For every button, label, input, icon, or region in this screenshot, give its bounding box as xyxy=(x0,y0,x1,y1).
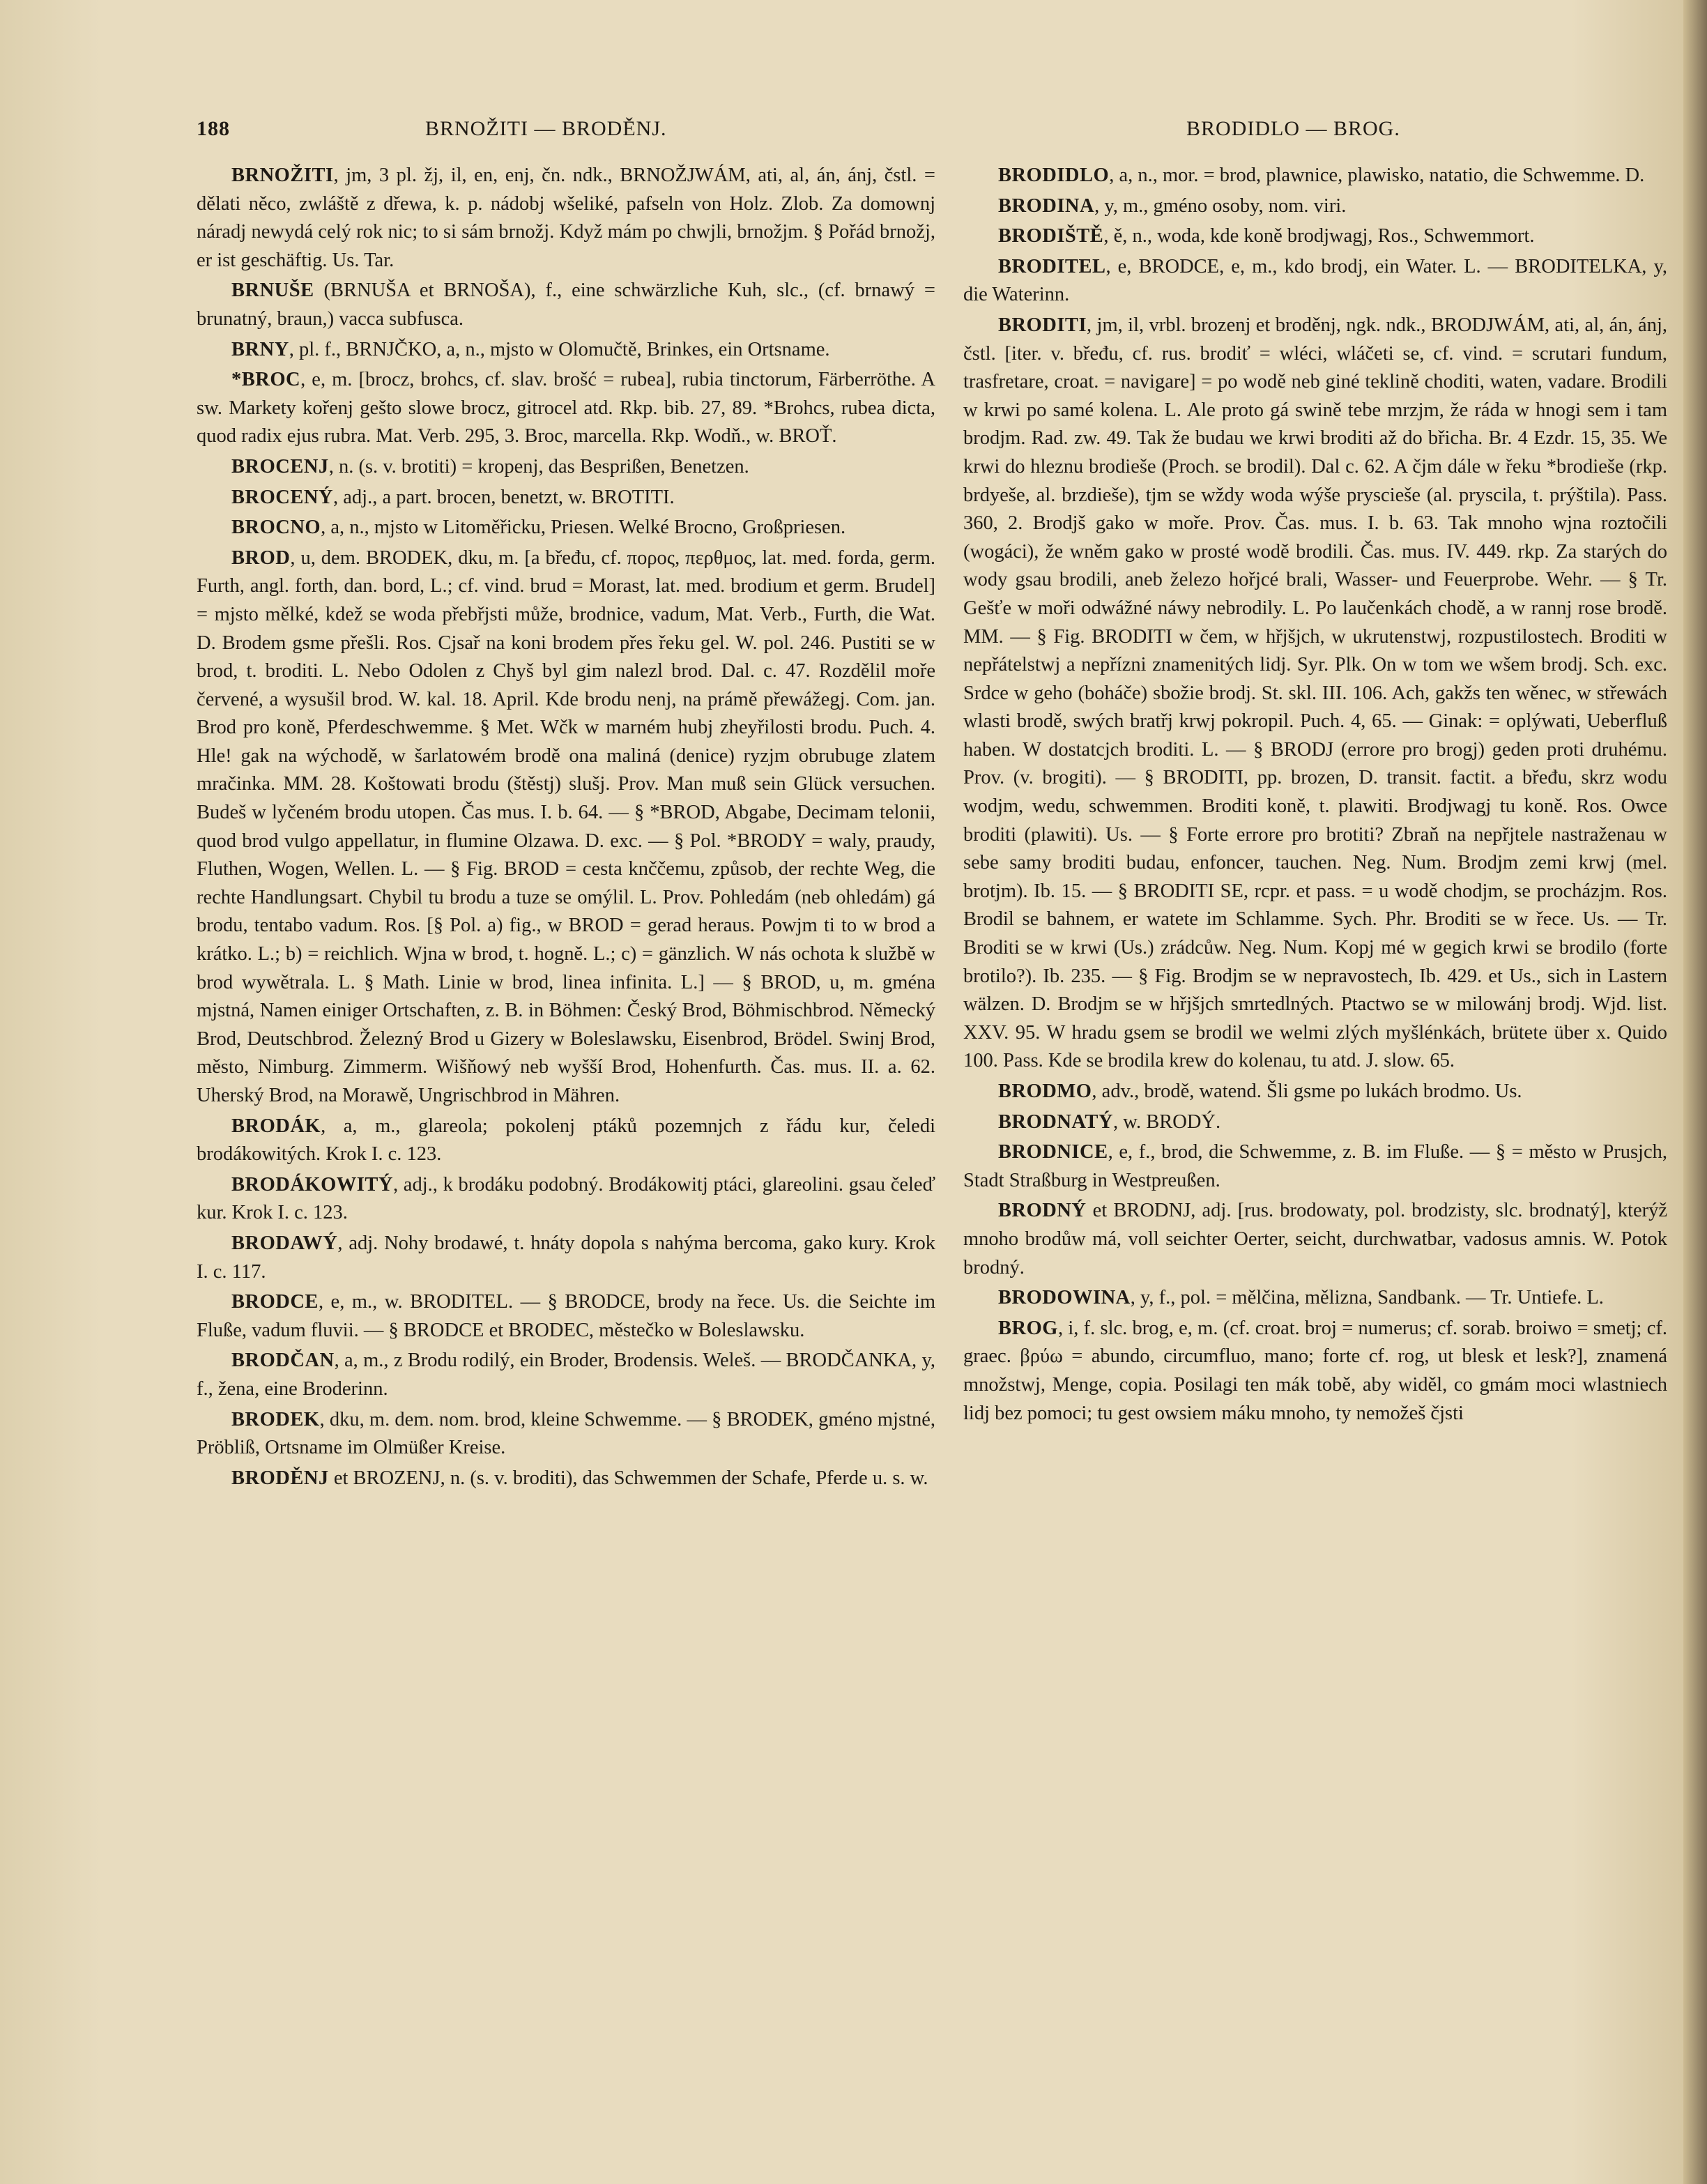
entry-definition: , n. (s. v. brotiti) = kropenj, das Besprißen, Benetzen. xyxy=(328,455,749,478)
page-number: 188 xyxy=(197,117,230,140)
entry-definition: , e, f., brod, die Schwemme, z. B. im Fluße. — § = město w Prusjch, Stadt Straßburg in Westpreußen. xyxy=(963,1141,1667,1191)
entry-headword: BROCENJ xyxy=(231,455,329,478)
dictionary-entry xyxy=(963,222,1667,251)
dictionary-entry xyxy=(197,162,935,275)
entry-definition: , w. BRODÝ. xyxy=(1112,1110,1221,1133)
entry-definition: , jm, il, vrbl. brozenj et broděnj, ngk. ndk., BRODJWÁM, ati, al, án, ánj, čstl. [iter. v. břeđu, cf. rus. brodiť = wléci, wláčeti se, cf. vind. = scrutari fundum, trasfretare, croat. = navigare] = po wodě neb giné teklině choditi, waten, vadare. Brodili w krwi po samé kolena. L. Ale proto gá swině tebe mrzjm, že ráda w hnogi sem i tam brodjm. Rad. zw. 49. Tak že budau we krwi broditi až do břicha. Br. 4 Ezdr. 15, 35. We krwi do hleznu brodieše (Proch. se brodil). Dal c. 62. A čjm dále w řeku *brodieše (rkp. brdyeše, al. brzdieše), tjm se wždy woda wýše pryscieše (al. pryscila, t. prýštila). Pass. 360, 2. Brodjš gako w moře. Prov. Čas. mus. I. b. 63. Tak mnoho wjna roztočili (wogáci), že wněm gako w prosté wodě brodili. Čas. mus. IV. 449. rkp. Za starých do wody gsau brodili, aneb železo hořjcé brali, Wasser- und Feuerprobe. Wehr. — § Tr. Gešťe w moři odwážné náwy nebrodily. L. Po laučenkách chodě, a w rannj rose brodě. MM. — § Fig. BRODITI w čem, w hřjšjch, w ukrutenstwj, rozpustilostech. Broditi w nepřátelstwj a nepřízni znamenitých lidj. Syr. Plk. On w tom we wšem brodj. Sch. exc. Srdce w geho (boháče) sbožie brodj. St. skl. III. 106. Ach, gakžs ten wěnec, w střewách wlasti brodě, swých bratřj krwj pokropil. Puch. 4, 65. — Ginak: = oplýwati, Ueberfluß haben. W dostatcjch broditi. L. — § BRODJ (errore pro brogj) geden proti druhému. Prov. (v. brogiti). — § BRODITI, pp. brozen, D. transit. factit. a břeđu, skrz wodu wodjm, wedu, schwemmen. Broditi koně, t. plawiti. Brodjwagj tu koně. Ros. Owce broditi (plawiti). Us. — § Forte errore pro brotiti? Zbraň na nepřjtele nastraženau w sebe samy broditi budau, enfoncer, tauchen. Neg. Num. Brodjm zemi krwj (mel. brotjm). Ib. 15. — § BRODITI SE, rcpr. et pass. = u wodě chodjm, se procházjm. Ros. Brodil se bahnem, er watete im Schlamme. Sych. Phr. Broditi se w řece. Us. — Tr. Broditi se w krwi (Us.) zrádcůw. Neg. Num. Kopj mé w gegich krwi se brodilo (forte brotilo?). Ib. 235. — § Fig. Brodjm se w nepravostech, Ib. 429. et Us., sich in Lastern wälzen. D. Brodjm se w hřjšjch smrtedlných. Ptactwo se w milowánj brodj. Wjd. list. XXV. 95. W hradu gsem se brodil we welmi zlých myšlénkách, brütete über x. Quido 100. Pass. Kde se brodila krew do kolenau, tu atd. J. slow. 65. xyxy=(963,314,1667,1072)
dictionary-entry xyxy=(963,192,1667,221)
entry-definition: , dku, m. dem. nom. brod, kleine Schwemme. — § BRODEK, gméno mjstné, Pröbliß, Ortsname im Olmüßer Kreise. xyxy=(197,1408,935,1459)
left-running-head: BRNOŽITI — BRODĚNJ. xyxy=(425,117,667,140)
dictionary-entry xyxy=(197,514,935,542)
entry-definition: et BROZENJ, n. (s. v. broditi), das Schwemmen der Schafe, Pferde u. s. w. xyxy=(328,1467,928,1489)
entry-headword: BROG xyxy=(998,1317,1058,1339)
entry-definition: , adv., brodě, watend. Šli gsme po lukách brodmo. Us. xyxy=(1092,1080,1522,1102)
dictionary-entry xyxy=(963,1108,1667,1137)
dictionary-entry xyxy=(197,1171,935,1228)
entry-headword: BRODNÝ xyxy=(998,1200,1087,1222)
entry-headword: BRODĚNJ xyxy=(231,1467,329,1489)
entry-definition: , a, m., glareola; pokolenj ptáků pozemnjch z řádu kur, čeledi brodákowitých. Krok I. c. 123. xyxy=(197,1115,935,1166)
dictionary-entry xyxy=(963,1138,1667,1195)
dictionary-entry xyxy=(197,336,935,365)
entry-headword: BRNUŠE xyxy=(231,280,314,302)
entry-definition: , adj., a part. brocen, benetzt, w. BROTITI. xyxy=(333,486,675,508)
entry-headword: BRODITI xyxy=(998,314,1087,336)
entry-headword: BROCENÝ xyxy=(231,486,334,508)
entry-headword: BRODČAN xyxy=(231,1350,335,1372)
dictionary-entry xyxy=(963,162,1667,190)
dictionary-entry xyxy=(197,1347,935,1403)
left-column xyxy=(197,162,935,1495)
entry-definition: , ě, n., woda, kde koně brodjwagj, Ros., Schwemmort. xyxy=(1103,225,1535,247)
entry-definition: , adj., k brodáku podobný. Brodákowitj ptáci, glareolini. gsau čeleď kur. Krok I. c. 123. xyxy=(197,1173,935,1224)
entry-definition: , y, f., pol. = mělčina, mělizna, Sandbank. — Tr. Untiefe. L. xyxy=(1130,1287,1604,1309)
entry-definition: , pl. f., BRNJČKO, a, n., mjsto w Olomučtě, Brinkes, ein Ortsname. xyxy=(289,338,830,360)
entry-definition: , u, dem. BRODEK, dku, m. [a břeđu, cf. πορος, περθμος, lat. med. forda, germ. Furth, angl. forth, dan. bord, L.; cf. vind. brud = Morast, lat. med. brodium et germ. Brudel] = mjsto mělké, kdež se woda přebřjsti může, brodnice, vadum, Mat. Verb., Furth, die Wat. D. Brodem gsme přešli. Ros. Cjsař na koni brodem přes řeku gel. W. pol. 246. Pustiti se w brod, t. broditi. L. Nebo Odolen z Chyš byl gim nalezl brod. Dal. c. 47. Rozdělil moře červené, a wysušil brod. W. kal. 18. April. Kde brodu nenj, na prámě přewážegj. Com. jan. Brod pro koně, Pferdeschwemme. § Met. Wčk w marném hubj zheyřilosti brodu. Puch. 4. Hle! gak na wýchodě, w šarlatowém brodě ona maliná (denice) ryzjm obrubuge zlatem mračinka. MM. 28. Koštowati brodu (štěstj) slušj. Prov. Man muß sein Glück versuchen. Budeš w lyčeném brodu utopen. Čas mus. I. b. 64. — § *BROD, Abgabe, Decimam telonii, quod brod vulgo appellatur, in flumine Olzawa. D. exc. — § Pol. *BRODY = waly, praudy, Fluthen, Wogen, Wellen. L. — § Fig. BROD = cesta knččemu, způsob, der rechte Weg, die rechte Handlungsart. Chybil tu brodu a tuze se omýlil. L. Prov. Pohledám (neb ohledám) gá brodu, tentabo vadum. Ros. [§ Pol. a) fig., w BROD = gerad heraus. Powjm ti to w brod a krátko. L.; b) = reichlich. Wjna w brod, t. hogně. L.; c) = gänzlich. W nás ochota k službě w brod wywětrala. L. § Math. Linie w brod, linea infinita. L.] — § BROD, u, m. gména mjstná, Namen einiger Ortschaften, z. B. in Böhmen: Český Brod, Böhmischbrod. Německý Brod, Deutschbrod. Železný Brod u Gizery w Boleslawsku, Eisenbrod, Brödel. Swinj Brod, město, Nimburg. Zimmerm. Wišňowý neb wyšší Brod, Hohenfurth. Čas. mus. II. a. 62. Uherský Brod, na Morawě, Ungrischbrod in Mähren. xyxy=(197,547,935,1106)
entry-headword: BRODÁKOWITÝ xyxy=(231,1173,393,1196)
entry-headword: BRODIDLO xyxy=(998,165,1110,186)
dictionary-entry xyxy=(197,484,935,512)
book-spine-shadow xyxy=(1683,0,1707,2184)
dictionary-entry xyxy=(197,366,935,451)
entry-definition: (BRNUŠA et BRNOŠA), f., eine schwärzliche Kuh, slc., (cf. brnawý = brunatný, braun,) vacca subfusca. xyxy=(197,280,935,330)
entry-headword: *BROC xyxy=(231,369,301,391)
entry-definition: , jm, 3 pl. žj, il, en, enj, čn. ndk., BRNOŽJWÁM, ati, al, án, ánj, čstl. = dělati něco, zwláště z dřewa, k. p. nádobj wšeliké, pafseln von Holz. Zlob. Za domownj náradj newydá celý rok nic; to si sám brnožj. Když mám po chwjli, brnožjm. § Pořád brnožj, er ist geschäftig. Us. Tar. xyxy=(197,165,935,271)
entry-headword: BRNOŽITI xyxy=(231,165,334,186)
entry-definition: , adj. Nohy brodawé, t. hnáty dopola s nahýma bercoma, gako kury. Krok I. c. 117. xyxy=(197,1232,935,1283)
dictionary-entry xyxy=(197,544,935,1110)
dictionary-entry xyxy=(197,1288,935,1345)
entry-definition: , e, m., w. BRODITEL. — § BRODCE, brody na řece. Us. die Seichte im Fluße, vadum fluvii. — § BRODCE et BRODEC, městečko w Boleslawsku. xyxy=(197,1291,935,1341)
entry-headword: BRODOWINA xyxy=(998,1287,1131,1309)
dictionary-entry xyxy=(197,1406,935,1463)
right-column xyxy=(963,162,1667,1430)
entry-headword: BRODINA xyxy=(998,194,1095,217)
running-header xyxy=(197,117,1667,152)
entry-headword: BROD xyxy=(231,547,291,569)
entry-definition: , a, n., mjsto w Litoměřicku, Priesen. Welké Brocno, Großpriesen. xyxy=(321,517,846,539)
entry-definition: , y, m., gméno osoby, nom. viri. xyxy=(1094,194,1347,217)
entry-definition: , a, n., mor. = brod, plawnice, plawisko, natatio, die Schwemme. D. xyxy=(1109,165,1645,186)
entry-headword: BRODMO xyxy=(998,1080,1092,1102)
right-running-head: BRODIDLO — BROG. xyxy=(1186,117,1400,140)
dictionary-entry xyxy=(197,1230,935,1286)
dictionary-entry xyxy=(197,453,935,482)
dictionary-entry xyxy=(963,253,1667,310)
entry-definition: , e, m. [brocz, brohcs, cf. slav. brošć = rubea], rubia tinctorum, Färberröthe. A sw. Markety kořenj gešto slowe brocz, gitrocel atd. Rkp. bib. 27, 89. *Brohcs, rubea dicta, quod radix ejus rubra. Mat. Verb. 295, 3. Broc, marcella. Rkp. Wodň., w. BROŤ. xyxy=(197,369,935,448)
entry-headword: BRODNATÝ xyxy=(998,1110,1113,1133)
dictionary-entry xyxy=(197,277,935,333)
entry-headword: BRODITEL xyxy=(998,255,1106,277)
dictionary-entry xyxy=(963,1284,1667,1313)
entry-headword: BRODCE xyxy=(231,1291,319,1313)
entry-headword: BRODNICE xyxy=(998,1141,1108,1163)
entry-headword: BRODEK xyxy=(231,1408,320,1430)
entry-definition: , i, f. slc. brog, e, m. (cf. croat. broj = numerus; cf. sorab. broiwo = smetj; cf. graec. βρύω = abundo, circumfluo, mano; forte cf. rog, ut blesk et lesk?], znamená množstwj, Menge, copia. Posilagi ten mák tobě, aby widěl, co gmám moci wlastniech lidj bez pomoci; tu gest owsiem máku mnoho, ty nemožeš čjsti xyxy=(963,1317,1667,1424)
entry-headword: BRODIŠTĚ xyxy=(998,225,1104,247)
dictionary-entry xyxy=(963,1197,1667,1282)
entry-definition: et BRODNJ, adj. [rus. brodowaty, pol. brodzisty, slc. brodnatý], kterýž mnoho brodůw má, voll seichter Oerter, seicht, durchwatbar, vadosus amnis. W. Potok brodný. xyxy=(963,1200,1667,1278)
entry-headword: BROCNO xyxy=(231,517,321,539)
dictionary-entry xyxy=(963,1315,1667,1428)
entry-definition: , a, m., z Brodu rodilý, ein Broder, Brodensis. Weleš. — BRODČANKA, y, f., žena, eine Broderinn. xyxy=(197,1350,935,1400)
entry-headword: BRNY xyxy=(231,338,289,360)
dictionary-entry xyxy=(963,312,1667,1076)
entry-definition: , e, BRODCE, e, m., kdo brodj, ein Water. L. — BRODITELKA, y, die Waterinn. xyxy=(963,255,1667,306)
dictionary-entry xyxy=(963,1078,1667,1106)
entry-headword: BRODÁK xyxy=(231,1115,321,1137)
dictionary-entry xyxy=(197,1465,935,1493)
entry-headword: BRODAWÝ xyxy=(231,1232,338,1254)
dictionary-entry xyxy=(197,1113,935,1169)
